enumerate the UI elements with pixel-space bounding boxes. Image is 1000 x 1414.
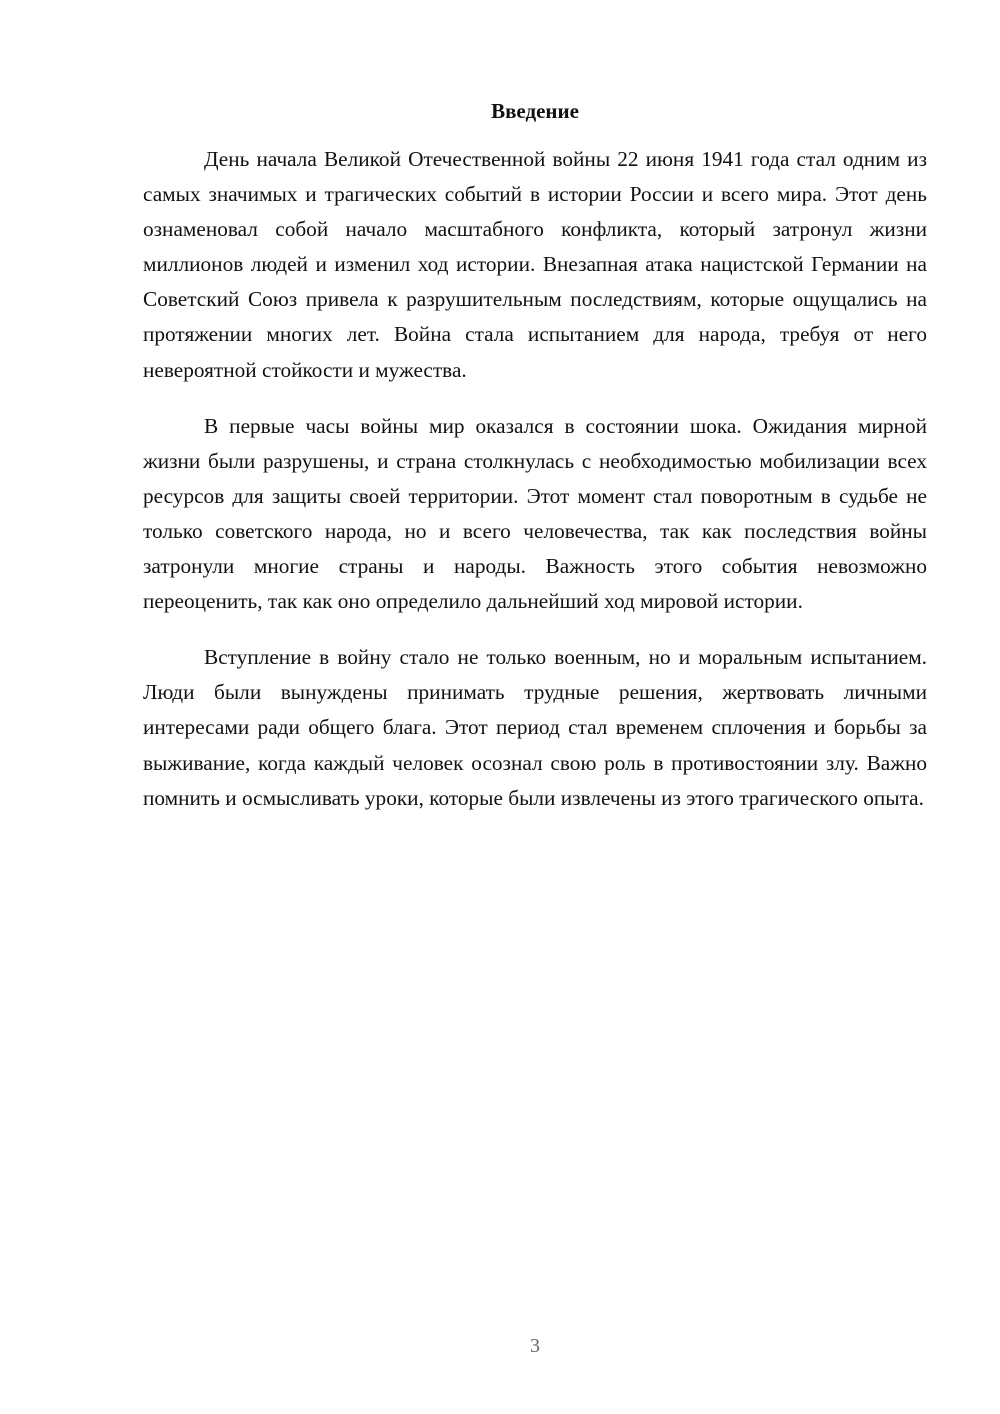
paragraph-1: День начала Великой Отечественной войны 22 июня 1941 года стал одним из самых значимых и трагических событий в истории России и всего мира. Этот день ознаменовал собой начало масштабного конфликта, который затронул жизни миллионов людей и изменил ход истории. Внезапная атака нацистской Германии на Советский Союз привела к разрушительным последствиям, которые ощущались на протяжении многих лет. Война стала испытанием для народа, требуя от него невероятной стойкости и мужества. [143,147,927,382]
body-text [143,142,927,837]
page-number: 3 [530,1335,540,1357]
paragraph-3: Вступление в войну стало не только военным, но и моральным испытанием. Люди были вынуждены принимать трудные решения, жертвовать личными интересами ради общего блага. Этот период стал временем сплочения и борьбы за выживание, когда каждый человек осознал свою роль в противостоянии злу. Важно помнить и осмысливать уроки, которые были извлечены из этого трагического опыта. [143,645,927,810]
section-heading: Введение [491,99,579,123]
paragraph-2: В первые часы войны мир оказался в состоянии шока. Ожидания мирной жизни были разрушены, и страна столкнулась с необходимостью мобилизации всех ресурсов для защиты своей территории. Этот момент стал поворотным в судьбе не только советского народа, но и всего человечества, так как последствия войны затронули многие страны и народы. Важность этого события невозможно переоценить, так как оно определило дальнейший ход мировой истории. [143,413,927,614]
